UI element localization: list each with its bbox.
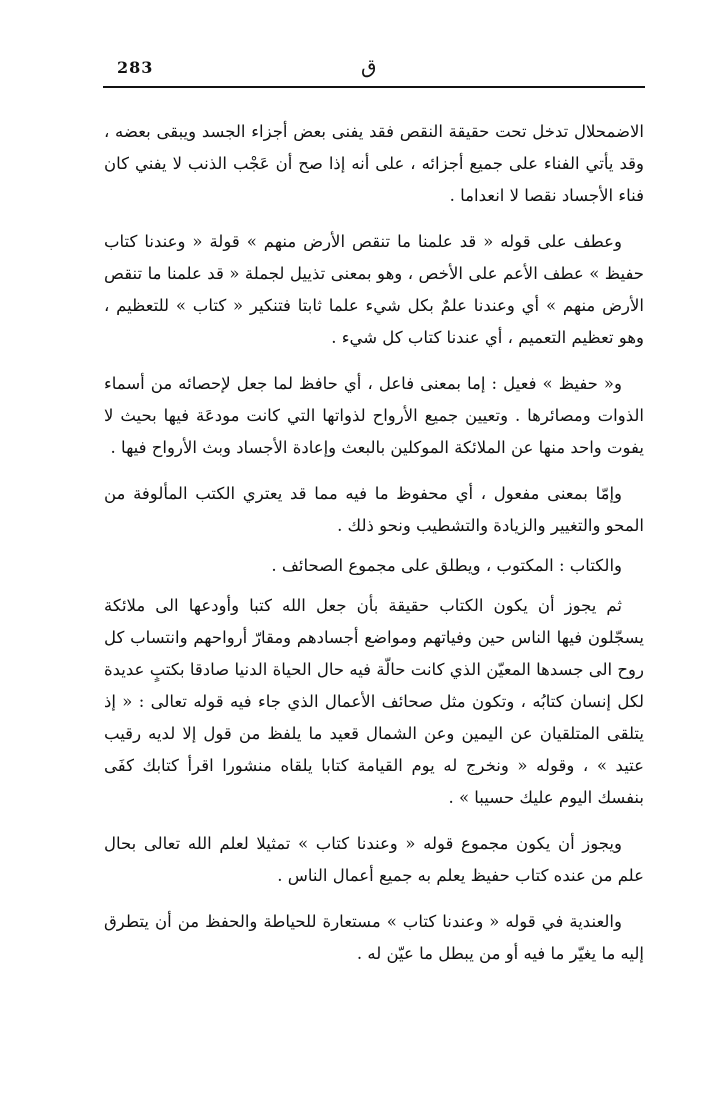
body-text xyxy=(104,116,644,984)
running-head: ق xyxy=(361,54,377,78)
paragraph: وإمّا بمعنى مفعول ، أي محفوظ ما فيه مما قد يعتري الكتب المألوفة من المحو والتغيير والزيادة والتشطيب ونحو ذلك . xyxy=(104,484,644,535)
paragraph: ثم يجوز أن يكون الكتاب حقيقة بأن جعل الله كتبا وأودعها الى ملائكة يسجّلون فيها الناس حين وفياتهم ومواضع أجسادهم ومقارّ أرواحهم وانتساب كل روح الى جسدها المعيّن الذي كانت حالّة فيه حال الحياة الدنيا صادقا بكتبٍ عديدة لكل إنسان كتابُه ، وتكون مثل صحائف الأعمال الذي جاء فيه قوله تعالى : « إذ يتلقى المتلقيان عن اليمين وعن الشمال قعيد ما يلفظ من قول إلا لديه رقيب عتيد » ، وقوله « ونخرج له يوم القيامة كتابا يلقاه منشورا اقرأ كتابك كفَى بنفسك اليوم عليك حسيبا » . xyxy=(104,596,644,807)
paragraph: و« حفيظ » فعيل : إما بمعنى فاعل ، أي حافظ لما جعل لإحصائه من أسماء الذوات ومصائرها . وتعيين جميع الأرواح لذواتها التي كانت مودعَة فيها بحيث لا يفوت واحد منها عن الملائكة الموكلين بالبعث وإعادة الأجساد وبث الأرواح فيها . xyxy=(104,374,644,457)
paragraph: والعندية في قوله « وعندنا كتاب » مستعارة للحياطة والحفظ من أن يتطرق إليه ما يغيّر ما فيه أو من يبطل ما عيّن له . xyxy=(104,912,644,963)
header-rule xyxy=(103,86,645,88)
page-number: 283 xyxy=(117,58,154,77)
paragraph: الاضمحلال تدخل تحت حقيقة النقص فقد يفنى بعض أجزاء الجسد ويبقى بعضه ، وقد يأتي الفناء على جميع أجزائه ، على أنه إذا صح أن عَجْب الذنب لا يفني كان فناء الأجساد نقصا لا انعداما . xyxy=(104,122,644,205)
paragraph: وعطف على قوله « قد علمنا ما تنقص الأرض منهم » قولة « وعندنا كتاب حفيظ » عطف الأعم على الأخص ، وهو بمعنى تذييل لجملة « قد علمنا ما تنقص الأرض منهم » أي وعندنا علمٌ بكل شيء علما ثابتا فتنكير « كتاب » للتعظيم ، وهو تعظيم التعميم ، أي عندنا كتاب كل شيء . xyxy=(104,232,644,347)
paragraph: ويجوز أن يكون مجموع قوله « وعندنا كتاب » تمثيلا لعلم الله تعالى بحال علم من عنده كتاب حفيظ يعلم به جميع أعمال الناس . xyxy=(104,834,644,885)
page-header xyxy=(103,52,645,88)
paragraph: والكتاب : المكتوب ، ويطلق على مجموع الصحائف . xyxy=(271,556,622,575)
